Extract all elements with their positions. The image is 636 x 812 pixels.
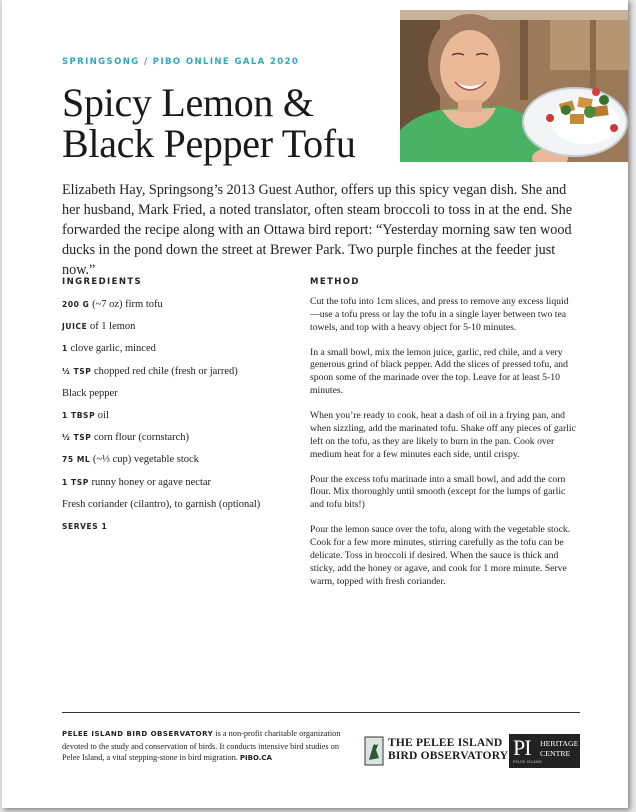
ingredient-item: 200 G (~7 oz) firm tofu: [62, 299, 163, 310]
event-label: SPRINGSONG / PIBO ONLINE GALA 2020: [62, 57, 300, 67]
ingredient-item: Black pepper: [62, 387, 118, 399]
ingredients-list: [62, 298, 282, 542]
ingredient-item: 1 TBSP oil: [62, 409, 109, 421]
method-step: Pour the lemon sauce over the tofu, along with the vegetable stock. Cook for a few more minutes, stirring carefully as the tofu can be delicate. Toss in broccoli if desired. When the sauce is thick and sticky, add the honey or agave, and cook for 1 more minute. Serve warm, topped with fresh coriander.: [310, 524, 571, 587]
ingredient-item: ½ TSP chopped red chile (fresh or jarred): [62, 365, 238, 377]
recipe-page: [2, 0, 628, 808]
bird-icon: [364, 736, 384, 766]
ingredient-item: ½ TSP corn flour (cornstarch): [62, 432, 190, 444]
serves-line: SERVES 1: [62, 521, 108, 531]
method-heading: METHOD: [310, 277, 360, 287]
method-step: Cut the tofu into 1cm slices, and press to remove any excess liquid—use a tofu press or lay the tofu in a single layer between two tea towels, and top with a heavy object for 5-10 minutes.: [310, 296, 569, 333]
footer-divider: [62, 712, 580, 713]
recipe-title: Spicy Lemon & Black Pepper Tofu: [62, 80, 356, 166]
ingredient-item: 1 clove garlic, minced: [62, 343, 156, 355]
method-step: Pour the excess tofu marinade into a small bowl, and add the corn flour. Mix thoroughly until smooth (except for the lumps of garlic and tofu bits!): [310, 473, 566, 511]
method-step: In a small bowl, mix the lemon juice, garlic, red chile, and a very generous grind of black pepper. Add the slices of pressed tofu, and spoon some of the marinade over the top. Leave for at least 5-10 minutes.: [310, 346, 568, 397]
pibo-name: THE PELEE ISLAND BIRD OBSERVATORY: [388, 737, 509, 762]
footer-description: PELEE ISLAND BIRD OBSERVATORY is a non-profit charitable organization devoted to the study and conservation of birds. It conducts intensive bird studies on Pelee Island, a vital stepping-stone in bird migration. PIBO.CA: [62, 729, 341, 763]
method-steps: [310, 296, 578, 601]
ingredients-heading: INGREDIENTS: [62, 277, 143, 287]
ingredient-item: 75 ML (~⅓ cup) vegetable stock: [62, 454, 199, 466]
ingredient-item: 1 TSP runny honey or agave nectar: [62, 476, 212, 488]
ingredient-item: JUICE of 1 lemon: [62, 321, 136, 333]
intro-paragraph: Elizabeth Hay, Springsong’s 2013 Guest Author, offers up this spicy vegan dish. She and her husband, Mark Fried, a noted translator, often steam broccoli to toss in at the end. She forwarded the recipe along with an Ottawa bird report: “Yesterday morning saw ten wood ducks in the pond down the street at Brewer Park. Two purple finches at the feeder just now.”: [62, 182, 573, 278]
ingredient-item: Fresh coriander (cilantro), to garnish (optional): [62, 498, 261, 510]
heritage-centre-logo: PI HERITAGE CENTRE PELEE ISLAND: [509, 734, 580, 768]
method-step: When you’re ready to cook, heat a dash of oil in a frying pan, and when sizzling, add the marinated tofu. Shake off any pieces of garlic left on the tofu, as they are likely to burn in the pan. Cook over medium heat for a few minutes each side, until crispy.: [310, 410, 576, 460]
author-photo: [400, 10, 628, 162]
